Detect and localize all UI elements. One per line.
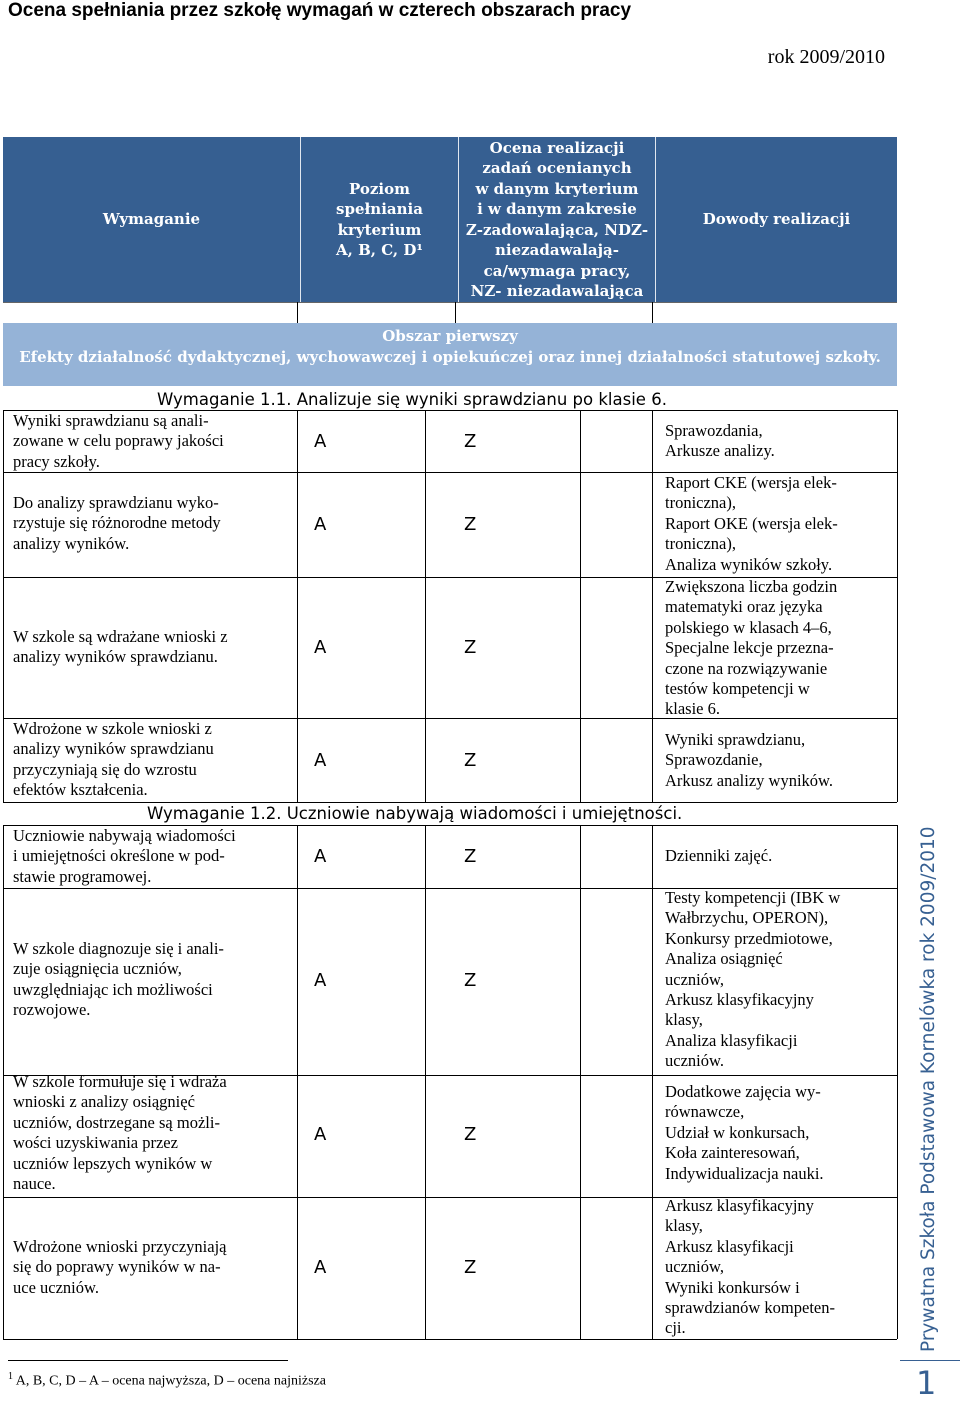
evidence-1-1: Sprawozdania, Arkusze analizy. bbox=[665, 421, 775, 461]
level-1-1: A bbox=[314, 431, 327, 452]
evidence-2-2: Testy kompetencji (IBK w Wałbrzychu, OPERON), Konkursy przedmiotowe, Analiza osiągnięć uczniów, Arkusz klasyfikacyjny klasy, Analiza klasyfikacji uczniów. bbox=[665, 888, 841, 1071]
evidence-1-3: Zwiększona liczba godzin matematyki oraz języka polskiego w klasach 4–6, Specjalne lekcje przezna- czone na rozwiązywanie testów kompetencji w klasie 6. bbox=[665, 577, 838, 719]
rating-2-3: Z bbox=[464, 1124, 477, 1145]
level-2-2: A bbox=[314, 970, 327, 991]
sidebar-divider bbox=[900, 1360, 960, 1361]
rating-1-2: Z bbox=[464, 514, 477, 535]
document-title: Ocena spełniania przez szkołę wymagań w czterech obszarach pracy bbox=[8, 0, 632, 21]
rating-2-4: Z bbox=[464, 1257, 477, 1278]
rating-2-1: Z bbox=[464, 846, 477, 867]
evidence-1-2: Raport CKE (wersja elek- troniczna), Raport OKE (wersja elek- troniczna), Analiza wyników szkoły. bbox=[665, 473, 838, 574]
table-header bbox=[3, 137, 897, 302]
level-1-4: A bbox=[314, 750, 327, 771]
criterion-1-1: Wyniki sprawdzianu są anali- zowane w celu poprawy jakości pracy szkoły. bbox=[13, 411, 224, 471]
area-subtitle: Efekty działalność dydaktycznej, wychowawczej i opiekuńczej oraz innej działalności statutowej szkoły. bbox=[19, 347, 881, 366]
evidence-1-4: Wyniki sprawdzianu, Sprawozdanie, Arkusz analizy wyników. bbox=[665, 730, 834, 790]
criterion-1-2: Do analizy sprawdzianu wyko- rzystuje się różnorodne metody analizy wyników. bbox=[13, 493, 221, 553]
rating-2-2: Z bbox=[464, 970, 477, 991]
evidence-2-3: Dodatkowe zajęcia wy- równawcze, Udział w konkursach, Koła zainteresowań, Indywidualizacja nauki. bbox=[665, 1082, 824, 1183]
header-level: Poziom spełniania kryterium A, B, C, D¹ bbox=[336, 179, 423, 259]
criterion-2-1: Uczniowie nabywają wiadomości i umiejętności określone w pod- stawie programowej. bbox=[13, 826, 236, 886]
area-heading bbox=[3, 326, 897, 367]
rating-1-3: Z bbox=[464, 637, 477, 658]
school-year: rok 2009/2010 bbox=[767, 46, 885, 68]
evidence-2-1: Dzienniki zajęć. bbox=[665, 846, 773, 865]
level-1-2: A bbox=[314, 514, 327, 535]
requirement-title-1: Wymaganie 1.1. Analizuje się wyniki sprawdzianu po klasie 6. bbox=[157, 390, 667, 409]
evidence-2-4: Arkusz klasyfikacyjny klasy, Arkusz klasyfikacji uczniów, Wyniki konkursów i sprawdzianów kompeten- cji. bbox=[665, 1196, 835, 1338]
rating-1-4: Z bbox=[464, 750, 477, 771]
level-2-1: A bbox=[314, 846, 327, 867]
footnote-text: A, B, C, D – A – ocena najwyższa, D – ocena najniższa bbox=[13, 1373, 326, 1389]
criterion-1-4: Wdrożone w szkole wnioski z analizy wyników sprawdzianu przyczyniają się do wzrostu efektów kształcenia. bbox=[13, 719, 214, 800]
level-2-3: A bbox=[314, 1124, 327, 1145]
header-rating: Ocena realizacji zadań ocenianych w danym kryterium i w danym zakresie Z-zadowalająca, NDZ- niezadawalają- ca/wymaga pracy, NZ- niezadawalająca bbox=[465, 138, 649, 300]
footnote bbox=[8, 1371, 326, 1390]
criterion-2-2: W szkole diagnozuje się i anali- zuje osiągnięcia uczniów, uwzględniając ich możliwości rozwojowe. bbox=[13, 939, 224, 1020]
rating-1-1: Z bbox=[464, 431, 477, 452]
header-requirement: Wymaganie bbox=[102, 210, 201, 229]
criterion-2-4: Wdrożone wnioski przyczyniają się do poprawy wyników w na- uce uczniów. bbox=[13, 1237, 227, 1297]
footnote-mark: 1 bbox=[8, 1371, 13, 1382]
criterion-2-3: W szkole formułuje się i wdraża wnioski z analizy osiągnięć uczniów, dostrzegane są możli- wości uzyskiwania przez uczniów lepszych wyników w nauce. bbox=[13, 1072, 227, 1194]
requirement-title-2: Wymaganie 1.2. Uczniowie nabywają wiadomości i umiejętności. bbox=[147, 804, 683, 823]
area-title: Obszar pierwszy bbox=[382, 327, 518, 345]
level-1-3: A bbox=[314, 637, 327, 658]
level-2-4: A bbox=[314, 1257, 327, 1278]
footnote-separator bbox=[8, 1360, 288, 1361]
criterion-1-3: W szkole są wdrażane wnioski z analizy wyników sprawdzianu. bbox=[13, 627, 228, 667]
header-evidence: Dowody realizacji bbox=[702, 210, 851, 229]
school-sidebar-label: Prywatna Szkoła Podstawowa Kornelówka rok 2009/2010 bbox=[918, 826, 939, 1352]
page-number: 1 bbox=[916, 1364, 937, 1402]
